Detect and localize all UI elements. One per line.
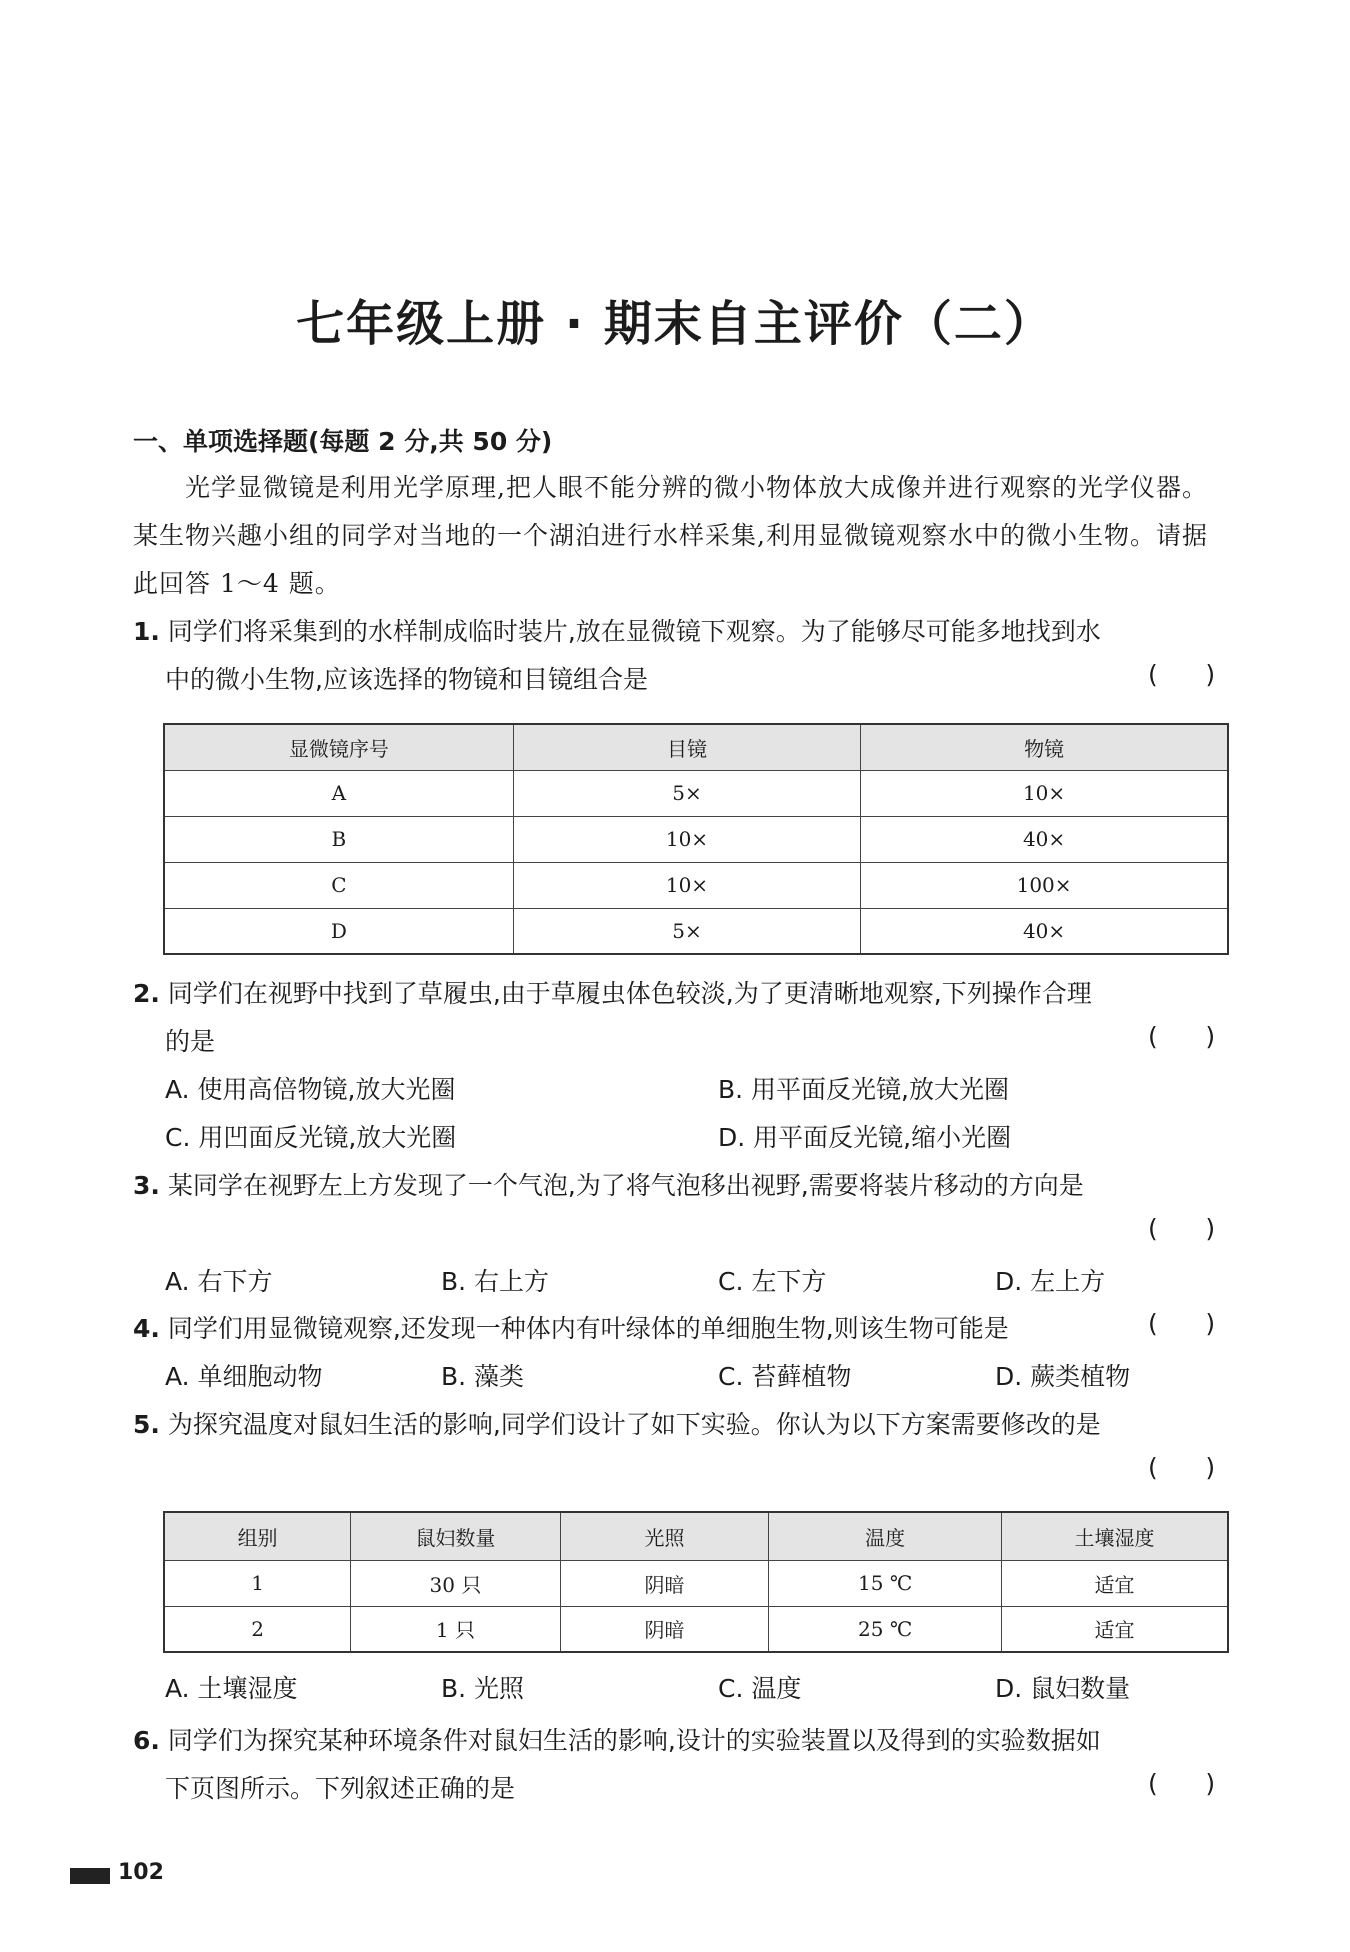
table-cell: 阴暗 [560,1560,769,1606]
option-d: D. 左上方 [995,1267,1106,1296]
table-cell: 适宜 [1001,1560,1228,1606]
table-cell: 5× [513,908,860,954]
table-row [164,816,1228,862]
table-header: 温度 [769,1512,1002,1560]
table-cell: 1 [164,1560,351,1606]
answer-parentheses: ( ) [1148,1309,1216,1338]
table-cell: 10× [513,816,860,862]
table-header: 目镜 [513,724,860,770]
table-cell: 1 只 [351,1606,561,1652]
table-cell: B [164,816,513,862]
table-row [164,1606,1228,1652]
page-number: 102 [118,1860,164,1885]
table-cell: 30 只 [351,1560,561,1606]
option-c: C. 用凹面反光镜,放大光圈 [165,1123,457,1152]
table-cell: C [164,862,513,908]
question-5 [133,1405,1101,1441]
table-cell: 10× [861,770,1228,816]
question-text: 某同学在视野左上方发现了一个气泡,为了将气泡移出视野,需要将装片移动的方向是 [167,1171,1084,1200]
option-c: C. 苔藓植物 [718,1362,852,1391]
question-number: 6. [133,1726,160,1755]
table-cell: 阴暗 [560,1606,769,1652]
table-cell: 25 ℃ [769,1606,1002,1652]
answer-parentheses: ( ) [1148,1769,1216,1798]
section-heading: 一、单项选择题(每题 2 分,共 50 分) [133,427,553,456]
table-cell: 2 [164,1606,351,1652]
question-text: 为探究温度对鼠妇生活的影响,同学们设计了如下实验。你认为以下方案需要修改的是 [167,1410,1101,1439]
table-row [164,908,1228,954]
page-number-bar [70,1868,110,1884]
microscope-table [163,723,1229,955]
option-d: D. 蕨类植物 [995,1362,1131,1391]
question-6 [133,1721,1101,1757]
option-d: D. 用平面反光镜,缩小光圈 [718,1123,1012,1152]
question-text: 同学们将采集到的水样制成临时装片,放在显微镜下观察。为了能够尽可能多地找到水 [167,617,1101,646]
table-cell: A [164,770,513,816]
answer-parentheses: ( ) [1148,1022,1216,1051]
table-cell: 5× [513,770,860,816]
table-cell: 40× [861,816,1228,862]
table-header-row [164,724,1228,770]
question-1-line2: 中的微小生物,应该选择的物镜和目镜组合是 [165,665,648,694]
answer-parentheses: ( ) [1148,1453,1216,1482]
option-d: D. 鼠妇数量 [995,1674,1131,1703]
option-a: A. 土壤湿度 [165,1674,298,1703]
question-3 [133,1166,1084,1202]
table-cell: 适宜 [1001,1606,1228,1652]
intro-paragraph: 光学显微镜是利用光学原理,把人眼不能分辨的微小物体放大成像并进行观察的光学仪器。某生物兴趣小组的同学对当地的一个湖泊进行水样采集,利用显微镜观察水中的微小生物。请据此回答 1～4 题。 [133,473,1208,598]
question-number: 2. [133,979,160,1008]
table-header: 鼠妇数量 [351,1512,561,1560]
table-header: 土壤湿度 [1001,1512,1228,1560]
table-cell: 15 ℃ [769,1560,1002,1606]
table-row [164,770,1228,816]
table-header: 物镜 [861,724,1228,770]
table-row [164,862,1228,908]
option-a: A. 使用高倍物镜,放大光圈 [165,1075,456,1104]
question-text: 同学们用显微镜观察,还发现一种体内有叶绿体的单细胞生物,则该生物可能是 [167,1314,1009,1343]
answer-parentheses: ( ) [1148,660,1216,689]
table-header: 组别 [164,1512,351,1560]
option-a: A. 右下方 [165,1267,273,1296]
table-cell: 10× [513,862,860,908]
question-number: 1. [133,617,160,646]
question-1 [133,612,1101,648]
option-c: C. 左下方 [718,1267,827,1296]
option-b: B. 光照 [441,1674,525,1703]
question-2 [133,974,1092,1010]
table-cell: 40× [861,908,1228,954]
option-b: B. 藻类 [441,1362,525,1391]
table-header: 光照 [560,1512,769,1560]
table-cell: 100× [861,862,1228,908]
question-number: 4. [133,1314,160,1343]
question-number: 3. [133,1171,160,1200]
table-cell: D [164,908,513,954]
question-2-line2: 的是 [165,1027,216,1056]
option-c: C. 温度 [718,1674,802,1703]
option-b: B. 右上方 [441,1267,550,1296]
woodlouse-experiment-table [163,1511,1229,1653]
option-b: B. 用平面反光镜,放大光圈 [718,1075,1009,1104]
table-header: 显微镜序号 [164,724,513,770]
page-title: 七年级上册 · 期末自主评价（二） [296,296,1054,352]
question-text: 同学们为探究某种环境条件对鼠妇生活的影响,设计的实验装置以及得到的实验数据如 [167,1726,1101,1755]
question-text: 同学们在视野中找到了草履虫,由于草履虫体色较淡,为了更清晰地观察,下列操作合理 [167,979,1092,1008]
question-6-line2: 下页图所示。下列叙述正确的是 [165,1774,516,1803]
question-number: 5. [133,1410,160,1439]
table-header-row [164,1512,1228,1560]
table-row [164,1560,1228,1606]
question-4 [133,1309,1009,1345]
option-a: A. 单细胞动物 [165,1362,323,1391]
answer-parentheses: ( ) [1148,1214,1216,1243]
